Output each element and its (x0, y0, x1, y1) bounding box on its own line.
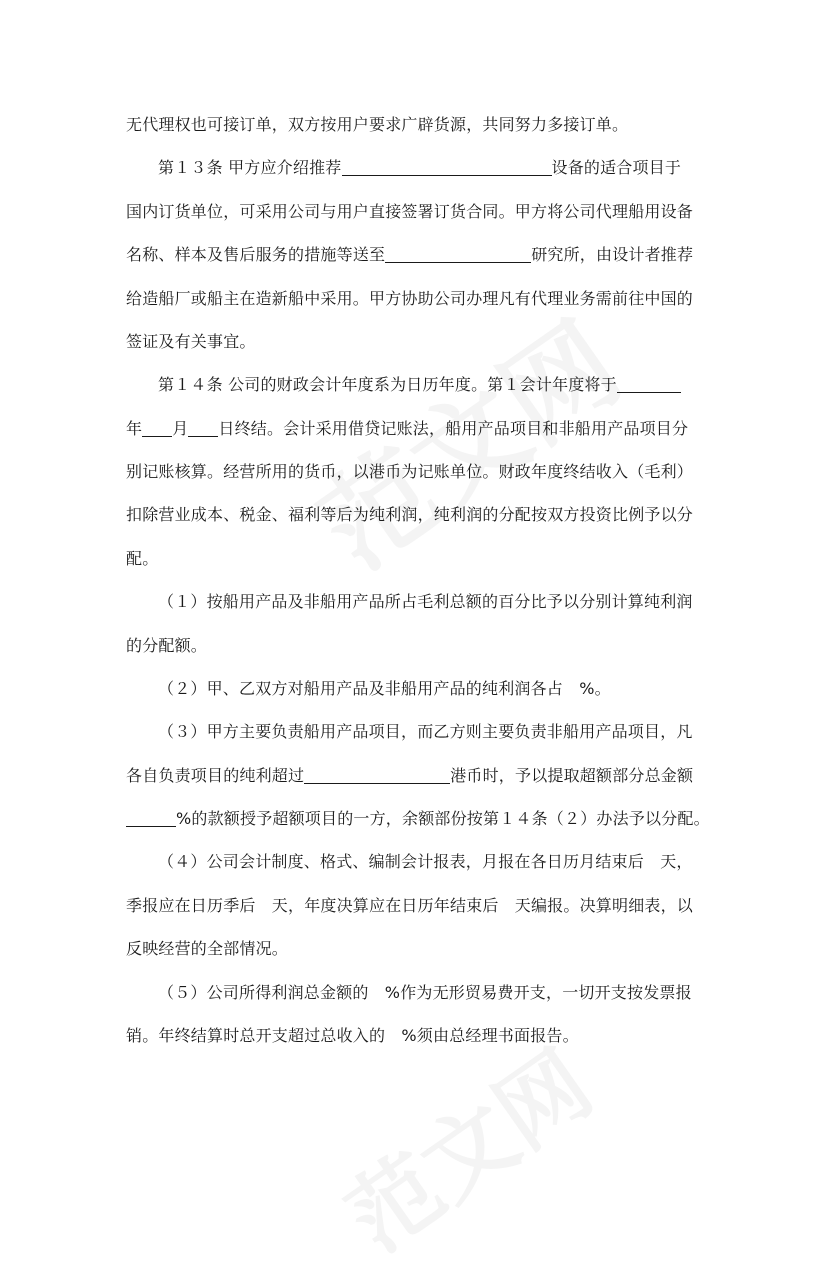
paragraph-line (126, 939, 288, 959)
text: 扣除营业成本、税金、福利等后为纯利润，纯利润的分配按双方投资比例予以分 (126, 505, 694, 524)
paragraph-line (126, 245, 693, 265)
text: 日终结。会计采用借贷记账法，船用产品项目和非船用产品项目分 (218, 419, 689, 438)
paragraph-line (126, 505, 693, 525)
text: 国内订货单位，可采用公司与用户直接签署订货合同。甲方将公司代理船用设备 (126, 202, 694, 221)
watermark-text-bottom (317, 1014, 613, 1275)
text: 年 (126, 419, 143, 438)
paragraph-line (158, 852, 693, 872)
paragraph-line (158, 158, 681, 178)
text: （１）按船用产品及非船用产品所占毛利总额的百分比予以分别计算纯利润 (158, 592, 693, 611)
fill-blank (142, 420, 172, 437)
paragraph-line (158, 592, 693, 612)
watermark-text (285, 280, 646, 599)
text: 销。年终结算时总开支超过总收入的 %须由总经理书面报告。 (126, 1026, 579, 1045)
text: 季报应在日历季后 天，年度决算应在日历年结束后 天编报。决算明细表，以 (126, 896, 694, 915)
paragraph-line (158, 679, 611, 699)
text: 第１３条 甲方应介绍推荐 (158, 158, 342, 177)
paragraph-line (126, 202, 693, 222)
paragraph-line (126, 1026, 579, 1046)
fill-blank (304, 767, 450, 784)
text: 配。 (126, 549, 159, 568)
text: 设备的适合项目于 (551, 158, 682, 177)
fill-blank (188, 420, 218, 437)
paragraph-line (126, 636, 207, 656)
paragraph-line (158, 375, 681, 395)
fill-blank (126, 810, 176, 827)
text: （４）公司会计制度、格式、编制会计报表，月报在各日历月结束后 天， (158, 852, 693, 871)
paragraph-line (126, 332, 256, 352)
text: （５）公司所得利润总金额的 %作为无形贸易费开支，一切开支按发票报 (158, 983, 692, 1002)
text: 别记账核算。经营所用的货币，以港币为记账单位。财政年度终结收入（毛利） (126, 462, 694, 481)
paragraph-line (158, 722, 693, 742)
text: 港币时，予以提取超额部分总金额 (450, 766, 694, 785)
text: 的分配额。 (126, 636, 208, 655)
text: 各自负责项目的纯利超过 (126, 766, 305, 785)
fill-blank (385, 246, 531, 263)
text: %的款额授予超额项目的一方，余额部份按第１４条（２）办法予以分配。 (176, 809, 710, 828)
paragraph-line (126, 896, 693, 916)
paragraph-line (126, 289, 693, 309)
paragraph-line (158, 983, 692, 1003)
text: （３）甲方主要负责船用产品项目，而乙方则主要负责非船用产品项目，凡 (158, 722, 693, 741)
text: （２）甲、乙双方对船用产品及非船用产品的纯利润各占 %。 (158, 679, 611, 698)
text: 反映经营的全部情况。 (126, 939, 289, 958)
text: 月 (172, 419, 189, 438)
text: 第１４条 公司的财政会计年度系为日历年度。第１会计年度将于 (158, 375, 617, 394)
text: 名称、样本及售后服务的措施等送至 (126, 245, 386, 264)
paragraph-line (126, 549, 158, 569)
fill-blank (342, 159, 552, 176)
paragraph-line (126, 115, 628, 135)
paragraph-line (126, 809, 710, 829)
text: 研究所，由设计者推荐 (531, 245, 694, 264)
fill-blank (617, 376, 681, 393)
paragraph-line (126, 462, 693, 482)
text: 签证及有关事宜。 (126, 332, 256, 351)
text: 给造船厂或船主在造新船中采用。甲方协助公司办理凡有代理业务需前往中国的 (126, 289, 694, 308)
paragraph-line (126, 419, 688, 439)
text: 无代理权也可接订单，双方按用户要求广辟货源，共同努力多接订单。 (126, 115, 629, 134)
paragraph-line (126, 766, 693, 786)
